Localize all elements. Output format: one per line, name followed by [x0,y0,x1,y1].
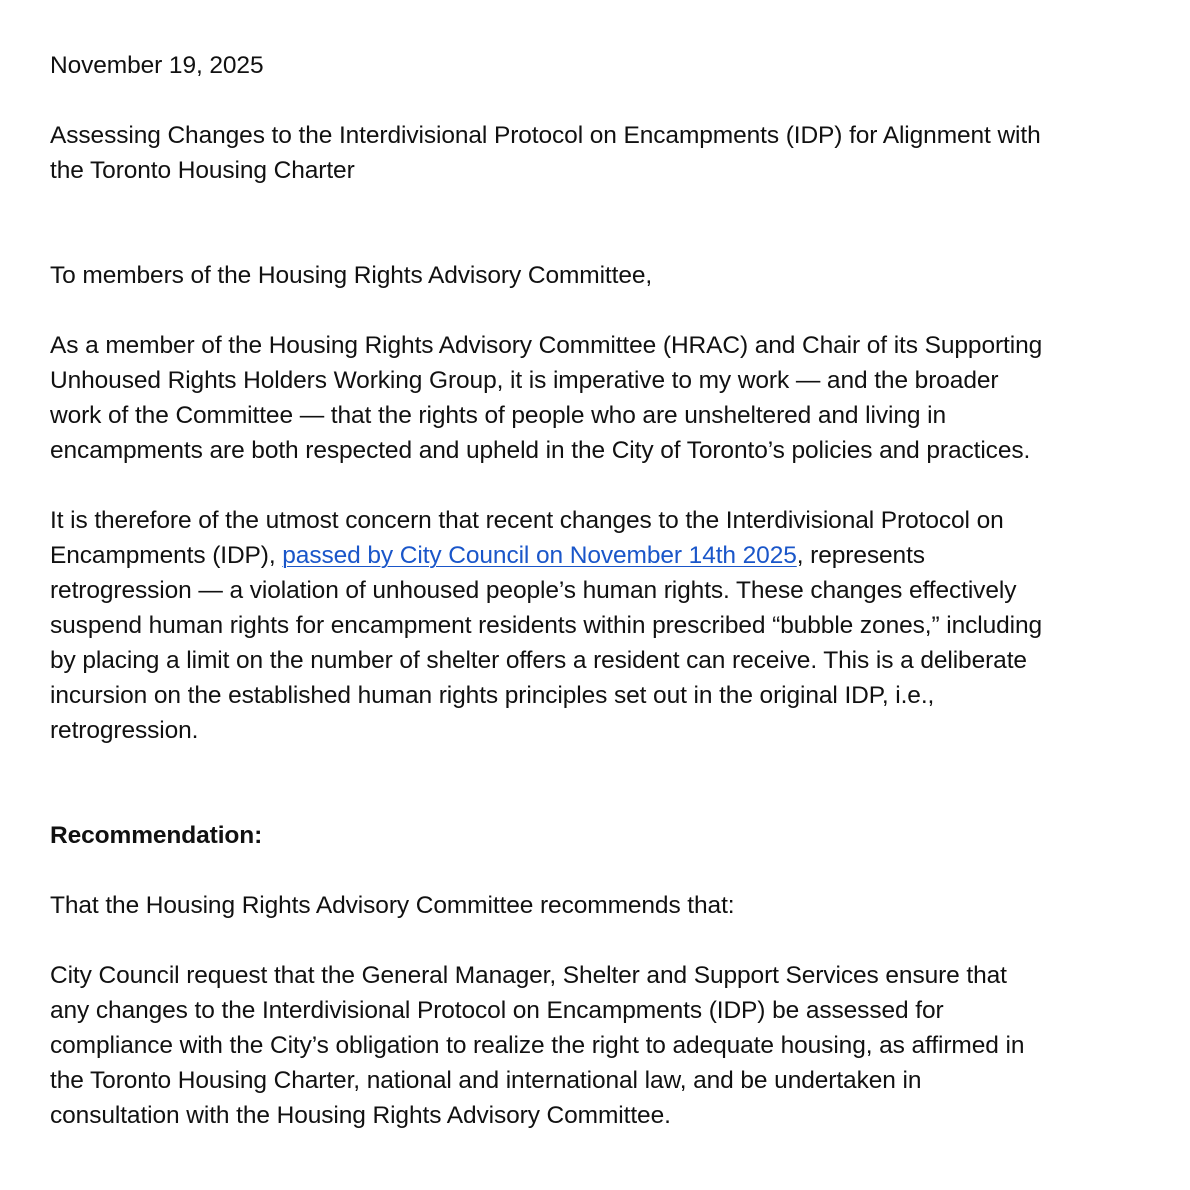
paragraph-line: by placing a limit on the number of shelter offers a resident can receive. This is a deliberate [50,647,1027,674]
document-title [50,118,1150,188]
spacer [50,923,1150,958]
paragraph-line: Unhoused Rights Holders Working Group, it is imperative to my work — and the broader [50,367,999,394]
paragraph-line: compliance with the City’s obligation to realize the right to adequate housing, as affirmed in [50,1032,1025,1059]
spacer [50,293,1150,328]
paragraph-line: It is therefore of the utmost concern that recent changes to the Interdivisional Protocol on [50,507,1004,534]
paragraph-line-with-link [50,538,1150,573]
spacer [50,188,1150,258]
paragraph-line: retrogression — a violation of unhoused people’s human rights. These changes effectively [50,577,1017,604]
paragraph-line: As a member of the Housing Rights Advisory Committee (HRAC) and Chair of its Supporting [50,332,1043,359]
paragraph-line: incursion on the established human rights principles set out in the original IDP, i.e., [50,682,935,709]
paragraph-line: suspend human rights for encampment residents within prescribed “bubble zones,” including [50,612,1043,639]
recommendation-intro [50,888,1150,923]
text-after-link: , represents [796,542,925,569]
paragraph-line: the Toronto Housing Charter, national and international law, and be undertaken in [50,1067,922,1094]
spacer [50,468,1150,503]
title-line: Assessing Changes to the Interdivisional Protocol on Encampments (IDP) for Alignment with [50,122,1041,149]
recommendation-body [50,958,1150,1133]
recommendation-heading [50,818,1150,853]
paragraph-line: City Council request that the General Manager, Shelter and Support Services ensure that [50,962,1007,989]
title-line: the Toronto Housing Charter [50,157,355,184]
paragraph-concern [50,503,1150,748]
intro-text: That the Housing Rights Advisory Committee recommends that: [50,892,735,919]
paragraph-intro [50,328,1150,468]
text-before-link: Encampments (IDP), [50,542,283,569]
paragraph-line: encampments are both respected and upheld in the City of Toronto’s policies and practices. [50,437,1031,464]
document-page [50,48,1150,1133]
spacer [50,853,1150,888]
date-text: November 19, 2025 [50,52,264,79]
paragraph-line: retrogression. [50,717,199,744]
spacer [50,83,1150,118]
document-date [50,48,1150,83]
salutation-text: To members of the Housing Rights Advisory Committee, [50,262,653,289]
heading-text: Recommendation: [50,822,263,849]
paragraph-line: work of the Committee — that the rights of people who are unsheltered and living in [50,402,946,429]
salutation [50,258,1150,293]
spacer [50,748,1150,818]
paragraph-line: any changes to the Interdivisional Protocol on Encampments (IDP) be assessed for [50,997,944,1024]
paragraph-line: consultation with the Housing Rights Advisory Committee. [50,1102,671,1129]
council-decision-link[interactable]: passed by City Council on November 14th 2025 [282,542,797,569]
